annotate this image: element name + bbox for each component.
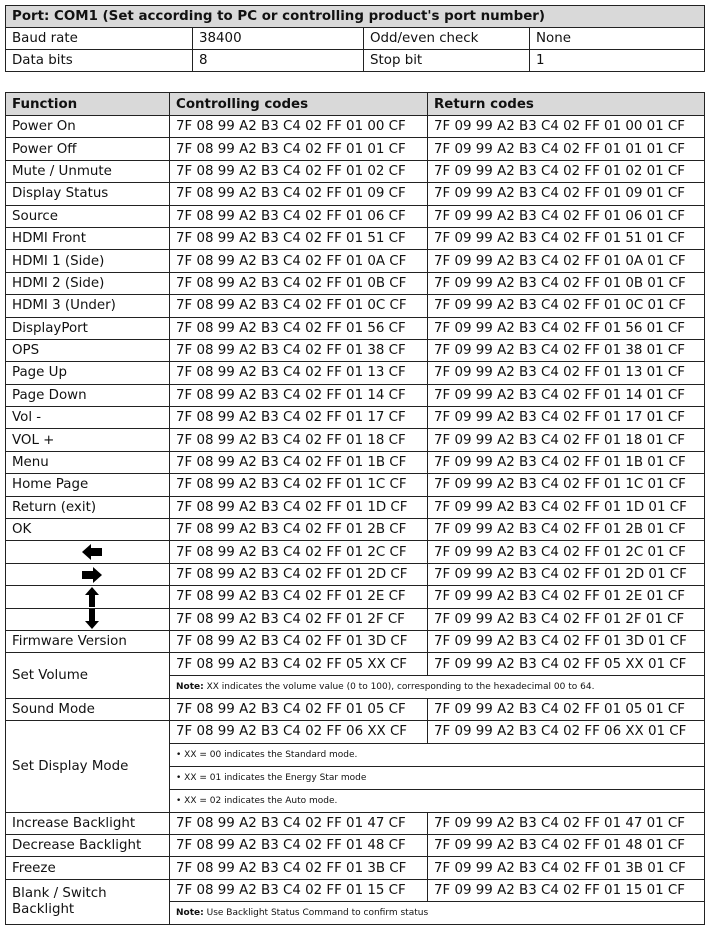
bullet-text: XX = 02 indicates the Auto mode. [184,795,338,806]
return-code: 7F 09 99 A2 B3 C4 02 FF 01 0B 01 CF [428,272,705,294]
return-code: 7F 09 99 A2 B3 C4 02 FF 01 48 01 CF [428,834,705,856]
table-row [6,138,705,160]
table-row [6,384,705,406]
control-code: 7F 08 99 A2 B3 C4 02 FF 01 06 CF [170,205,428,227]
function-cell: VOL + [6,429,170,451]
return-code: 7F 09 99 A2 B3 C4 02 FF 01 3D 01 CF [428,630,705,652]
control-code: 7F 08 99 A2 B3 C4 02 FF 01 1C CF [170,474,428,496]
table-row [6,205,705,227]
port-row [6,28,705,50]
control-code: 7F 08 99 A2 B3 C4 02 FF 01 01 CF [170,138,428,160]
return-code: 7F 09 99 A2 B3 C4 02 FF 01 18 01 CF [428,429,705,451]
table-row [6,496,705,518]
return-code: 7F 09 99 A2 B3 C4 02 FF 01 47 01 CF [428,812,705,834]
control-code: 7F 08 99 A2 B3 C4 02 FF 01 2C CF [170,541,428,563]
function-header: Function [6,93,170,116]
control-code: 7F 08 99 A2 B3 C4 02 FF 01 48 CF [170,834,428,856]
parity-value: None [530,28,705,50]
return-code: 7F 09 99 A2 B3 C4 02 FF 01 01 01 CF [428,138,705,160]
control-code: 7F 08 99 A2 B3 C4 02 FF 01 2B CF [170,519,428,541]
function-cell [6,541,170,563]
return-code: 7F 09 99 A2 B3 C4 02 FF 01 15 01 CF [428,879,705,901]
return-code: 7F 09 99 A2 B3 C4 02 FF 01 51 01 CF [428,227,705,249]
return-code: 7F 09 99 A2 B3 C4 02 FF 01 2F 01 CF [428,608,705,630]
table-row [6,857,705,879]
table-row-blank [6,879,705,901]
control-code: 7F 08 99 A2 B3 C4 02 FF 01 09 CF [170,183,428,205]
note-label: Note: [176,681,204,692]
function-cell: Set Display Mode [6,721,170,812]
function-cell: HDMI 3 (Under) [6,295,170,317]
control-code: 7F 08 99 A2 B3 C4 02 FF 01 51 CF [170,227,428,249]
function-cell: Display Status [6,183,170,205]
display-mode-bullet: • XX = 01 indicates the Energy Star mode [170,766,705,789]
table-row [6,272,705,294]
bullet-text: XX = 00 indicates the Standard mode. [184,749,358,760]
arrow-left-icon [81,542,103,562]
return-code: 7F 09 99 A2 B3 C4 02 FF 01 06 01 CF [428,205,705,227]
blank-note [170,902,705,925]
port-title-row [6,6,705,28]
control-code: 7F 08 99 A2 B3 C4 02 FF 01 2D CF [170,563,428,585]
return-header: Return codes [428,93,705,116]
bullet-text: XX = 01 indicates the Energy Star mode [184,772,367,783]
table-row [6,295,705,317]
control-code: 7F 08 99 A2 B3 C4 02 FF 01 3D CF [170,630,428,652]
table-row-arrow-left [6,541,705,563]
data-bits-label: Data bits [6,50,193,72]
return-code: 7F 09 99 A2 B3 C4 02 FF 01 2D 01 CF [428,563,705,585]
function-cell: Sound Mode [6,698,170,720]
port-title: Port: COM1 (Set according to PC or controlling product's port number) [6,6,705,28]
function-cell: Source [6,205,170,227]
function-cell: Page Up [6,362,170,384]
table-row [6,519,705,541]
control-code: 7F 08 99 A2 B3 C4 02 FF 01 02 CF [170,160,428,182]
return-code: 7F 09 99 A2 B3 C4 02 FF 01 2E 01 CF [428,586,705,608]
arrow-right-icon [81,565,103,585]
note-label: Note: [176,908,204,919]
return-code: 7F 09 99 A2 B3 C4 02 FF 01 14 01 CF [428,384,705,406]
function-cell: Home Page [6,474,170,496]
function-cell: Power Off [6,138,170,160]
function-cell: OK [6,519,170,541]
table-row [6,630,705,652]
control-code: 7F 08 99 A2 B3 C4 02 FF 01 00 CF [170,116,428,138]
function-cell: DisplayPort [6,317,170,339]
return-code: 7F 09 99 A2 B3 C4 02 FF 01 2B 01 CF [428,519,705,541]
control-code: 7F 08 99 A2 B3 C4 02 FF 01 0A CF [170,250,428,272]
function-cell: Vol - [6,407,170,429]
function-cell: Blank / Switch Backlight [6,879,170,924]
return-code: 7F 09 99 A2 B3 C4 02 FF 05 XX 01 CF [428,653,705,675]
data-bits-value: 8 [193,50,364,72]
function-cell [6,608,170,630]
table-row [6,317,705,339]
table-row [6,250,705,272]
control-code: 7F 08 99 A2 B3 C4 02 FF 01 56 CF [170,317,428,339]
stop-bit-value: 1 [530,50,705,72]
function-cell: Set Volume [6,653,170,698]
function-cell: Firmware Version [6,630,170,652]
arrow-up-icon [81,587,103,607]
function-cell: HDMI Front [6,227,170,249]
control-code: 7F 08 99 A2 B3 C4 02 FF 01 47 CF [170,812,428,834]
table-row-arrow-down [6,608,705,630]
return-code: 7F 09 99 A2 B3 C4 02 FF 01 56 01 CF [428,317,705,339]
table-row [6,698,705,720]
function-cell: Menu [6,451,170,473]
arrow-down-icon [81,609,103,629]
display-mode-bullet: • XX = 00 indicates the Standard mode. [170,743,705,766]
control-code: 7F 08 99 A2 B3 C4 02 FF 01 1D CF [170,496,428,518]
table-row [6,116,705,138]
display-mode-bullet: • XX = 02 indicates the Auto mode. [170,789,705,812]
function-cell: Return (exit) [6,496,170,518]
return-code: 7F 09 99 A2 B3 C4 02 FF 01 00 01 CF [428,116,705,138]
controlling-header: Controlling codes [170,93,428,116]
control-code: 7F 08 99 A2 B3 C4 02 FF 01 17 CF [170,407,428,429]
return-code: 7F 09 99 A2 B3 C4 02 FF 01 2C 01 CF [428,541,705,563]
control-code: 7F 08 99 A2 B3 C4 02 FF 01 0B CF [170,272,428,294]
table-row [6,474,705,496]
parity-label: Odd/even check [364,28,530,50]
volume-note [170,675,705,698]
return-code: 7F 09 99 A2 B3 C4 02 FF 06 XX 01 CF [428,721,705,743]
table-row [6,429,705,451]
return-code: 7F 09 99 A2 B3 C4 02 FF 01 1D 01 CF [428,496,705,518]
port-row [6,50,705,72]
control-code: 7F 08 99 A2 B3 C4 02 FF 01 1B CF [170,451,428,473]
command-body [6,116,705,925]
return-code: 7F 09 99 A2 B3 C4 02 FF 01 09 01 CF [428,183,705,205]
control-code: 7F 08 99 A2 B3 C4 02 FF 01 2F CF [170,608,428,630]
table-row [6,812,705,834]
return-code: 7F 09 99 A2 B3 C4 02 FF 01 1B 01 CF [428,451,705,473]
control-code: 7F 08 99 A2 B3 C4 02 FF 01 14 CF [170,384,428,406]
table-row [6,227,705,249]
control-code: 7F 08 99 A2 B3 C4 02 FF 06 XX CF [170,721,428,743]
return-code: 7F 09 99 A2 B3 C4 02 FF 01 1C 01 CF [428,474,705,496]
return-code: 7F 09 99 A2 B3 C4 02 FF 01 05 01 CF [428,698,705,720]
control-code: 7F 08 99 A2 B3 C4 02 FF 05 XX CF [170,653,428,675]
note-text: Use Backlight Status Command to confirm status [206,908,429,919]
table-row [6,339,705,361]
function-cell [6,586,170,608]
return-code: 7F 09 99 A2 B3 C4 02 FF 01 17 01 CF [428,407,705,429]
return-code: 7F 09 99 A2 B3 C4 02 FF 01 02 01 CF [428,160,705,182]
table-row [6,451,705,473]
function-cell: Power On [6,116,170,138]
return-code: 7F 09 99 A2 B3 C4 02 FF 01 0A 01 CF [428,250,705,272]
control-code: 7F 08 99 A2 B3 C4 02 FF 01 0C CF [170,295,428,317]
table-row [6,834,705,856]
table-row [6,183,705,205]
header-row [6,93,705,116]
function-cell: HDMI 1 (Side) [6,250,170,272]
table-row [6,160,705,182]
function-cell [6,563,170,585]
function-cell: Mute / Unmute [6,160,170,182]
function-cell: Increase Backlight [6,812,170,834]
command-table [5,92,705,925]
baud-rate-label: Baud rate [6,28,193,50]
control-code: 7F 08 99 A2 B3 C4 02 FF 01 15 CF [170,879,428,901]
function-cell: Freeze [6,857,170,879]
note-text: XX indicates the volume value (0 to 100), corresponding to the hexadecimal 00 to 64. [206,681,595,692]
table-row [6,362,705,384]
return-code: 7F 09 99 A2 B3 C4 02 FF 01 3B 01 CF [428,857,705,879]
control-code: 7F 08 99 A2 B3 C4 02 FF 01 13 CF [170,362,428,384]
table-row-set-volume [6,653,705,675]
control-code: 7F 08 99 A2 B3 C4 02 FF 01 18 CF [170,429,428,451]
return-code: 7F 09 99 A2 B3 C4 02 FF 01 38 01 CF [428,339,705,361]
function-cell: OPS [6,339,170,361]
table-row-display-mode [6,721,705,743]
return-code: 7F 09 99 A2 B3 C4 02 FF 01 0C 01 CF [428,295,705,317]
control-code: 7F 08 99 A2 B3 C4 02 FF 01 38 CF [170,339,428,361]
function-cell: HDMI 2 (Side) [6,272,170,294]
stop-bit-label: Stop bit [364,50,530,72]
control-code: 7F 08 99 A2 B3 C4 02 FF 01 3B CF [170,857,428,879]
function-cell: Decrease Backlight [6,834,170,856]
port-settings-table [5,5,705,72]
table-row [6,407,705,429]
table-row-arrow-up [6,586,705,608]
function-cell: Page Down [6,384,170,406]
return-code: 7F 09 99 A2 B3 C4 02 FF 01 13 01 CF [428,362,705,384]
control-code: 7F 08 99 A2 B3 C4 02 FF 01 2E CF [170,586,428,608]
control-code: 7F 08 99 A2 B3 C4 02 FF 01 05 CF [170,698,428,720]
table-row-arrow-right [6,563,705,585]
baud-rate-value: 38400 [193,28,364,50]
